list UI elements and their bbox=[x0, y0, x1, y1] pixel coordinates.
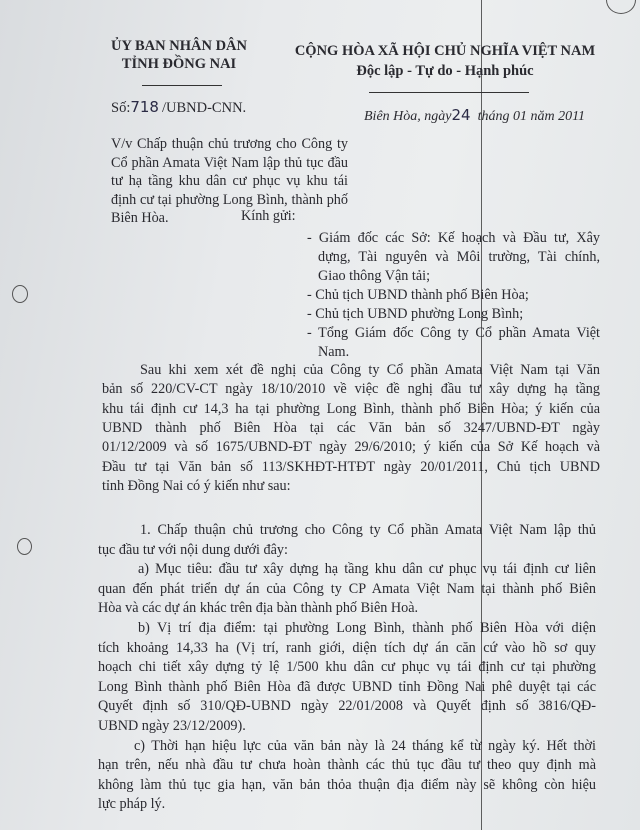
handwritten-day: 24 bbox=[451, 106, 471, 124]
paragraph-line: Đầu tư tại Văn bản số 113/SKHĐT-HTĐT ngày 20/01/2011, Chủ tịch UBND bbox=[102, 458, 600, 475]
section-line: a) Mục tiêu: đầu tư xây dựng hạ tầng khu dân cư phục vụ tái định cư liên bbox=[138, 561, 596, 578]
paragraph-line: tỉnh Đồng Nai có ý kiến như sau: bbox=[102, 477, 291, 494]
date-prefix: Biên Hòa, ngày bbox=[364, 109, 452, 124]
recipient-line: Nam. bbox=[318, 344, 350, 360]
subject-line: Cổ phần Amata Việt Nam lập thủ tục đầu bbox=[111, 154, 348, 171]
section-line: lực pháp lý. bbox=[98, 796, 166, 813]
section-line: UBND ngày 23/12/2009). bbox=[98, 718, 246, 734]
recipient-line: - Giám đốc các Sở: Kế hoạch và Đầu tư, Xây bbox=[307, 230, 600, 246]
paragraph-line: khu tái định cư 14,3 ha tại phường Long Bình, thành phố Biên Hòa; ý kiến của bbox=[102, 400, 600, 417]
section-line: hoạch chi tiết xây dựng tỷ lệ 1/500 khu dân cư phục vụ tái định cư tại phường bbox=[98, 659, 596, 676]
subject-line: Biên Hòa. bbox=[111, 210, 169, 226]
section-line: tích khoảng 14,33 ha (Vị trí, ranh giới, diện tích dự án căn cứ vào hồ sơ quy bbox=[98, 639, 596, 656]
nation-title: CỘNG HÒA XÃ HỘI CHỦ NGHĨA VIỆT NAM bbox=[294, 43, 596, 59]
section-line: 1. Chấp thuận chủ trương cho Công ty Cổ phần Amata Việt Nam lập thủ bbox=[140, 522, 596, 538]
section-line: quan đến phát triển dự án của Công ty CP Amata Việt Nam tại thành phố Biên bbox=[98, 580, 596, 597]
subject-line: V/v Chấp thuận chủ trương cho Công ty bbox=[111, 136, 348, 152]
punch-hole-mark bbox=[12, 285, 28, 303]
national-motto: Độc lập - Tự do - Hạnh phúc bbox=[356, 63, 534, 79]
issuer-name: ỦY BAN NHÂN DÂN bbox=[110, 38, 247, 54]
recipient-line: - Chủ tịch UBND phường Long Bình; bbox=[307, 306, 524, 322]
punch-hole-mark bbox=[17, 538, 32, 555]
section-line: c) Thời hạn hiệu lực của văn bản này là 24 tháng kể từ ngày ký. Hết thời bbox=[134, 737, 596, 754]
section-line: hạn trên, nếu nhà đầu tư chưa hoàn thành các thủ tục đầu tư theo quy định mà bbox=[98, 757, 596, 774]
date-suffix: tháng 01 năm 2011 bbox=[477, 109, 586, 124]
paragraph-line: Sau khi xem xét đề nghị của Công ty Cổ phần Amata Việt Nam tại Văn bbox=[140, 362, 600, 378]
recipient-line: - Chủ tịch UBND thành phố Biên Hòa; bbox=[307, 287, 529, 303]
section-line: Long Bình thành phố Biên Hòa đã được UBND tỉnh Đồng Nai phê duyệt tại các bbox=[98, 678, 596, 695]
section-line: Hòa và các dự án khác trên địa bàn thành phố Biên Hoà. bbox=[98, 600, 419, 617]
salutation: Kính gửi: bbox=[241, 208, 296, 224]
place-date bbox=[364, 106, 585, 125]
subject-line: định cư tại phường Long Bình, thành phố bbox=[111, 191, 348, 208]
subject-line: tư hạ tầng khu dân cư phục vụ khu tái bbox=[111, 173, 348, 189]
recipient-line: Giao thông Vận tải; bbox=[318, 268, 431, 284]
header-underline bbox=[142, 85, 222, 86]
section-line: b) Vị trí địa điểm: tại phường Long Bình, thành phố Biên Hòa với diện bbox=[138, 620, 596, 636]
handwritten-number: 718 bbox=[130, 98, 159, 116]
paragraph-line: bản số 220/CV-CT ngày 18/10/2010 về việc đề nghị đầu tư xây dựng hạ tầng bbox=[102, 381, 600, 398]
recipient-line: - Tổng Giám đốc Công ty Cổ phần Amata Việt bbox=[307, 325, 600, 341]
section-line: Quyết định số 310/QĐ-UBND ngày 22/01/2008 và Quyết định số 3816/QĐ- bbox=[98, 698, 596, 715]
page-stamp-circle bbox=[606, 0, 636, 14]
section-line: không làm thủ tục gia hạn, văn bản thỏa thuận địa điểm này sẽ không còn hiệu bbox=[98, 776, 596, 793]
paragraph-line: 01/12/2009 và số 1675/UBND-ĐT ngày 29/6/2010; ý kiến của Sở Kế hoạch và bbox=[102, 439, 600, 456]
motto-underline bbox=[369, 92, 529, 93]
section-line: tục đầu tư với nội dung dưới đây: bbox=[98, 541, 288, 558]
number-prefix: Số: bbox=[111, 100, 131, 116]
document-number bbox=[111, 98, 246, 117]
paragraph-line: UBND thành phố Biên Hòa tại các Văn bản số 3247/UBND-ĐT ngày bbox=[102, 419, 600, 436]
recipient-line: dựng, Tài nguyên và Môi trường, Tài chính, bbox=[318, 249, 600, 265]
issuer-province: TỈNH ĐỒNG NAI bbox=[121, 56, 237, 72]
number-suffix: /UBND-CNN. bbox=[161, 100, 247, 116]
